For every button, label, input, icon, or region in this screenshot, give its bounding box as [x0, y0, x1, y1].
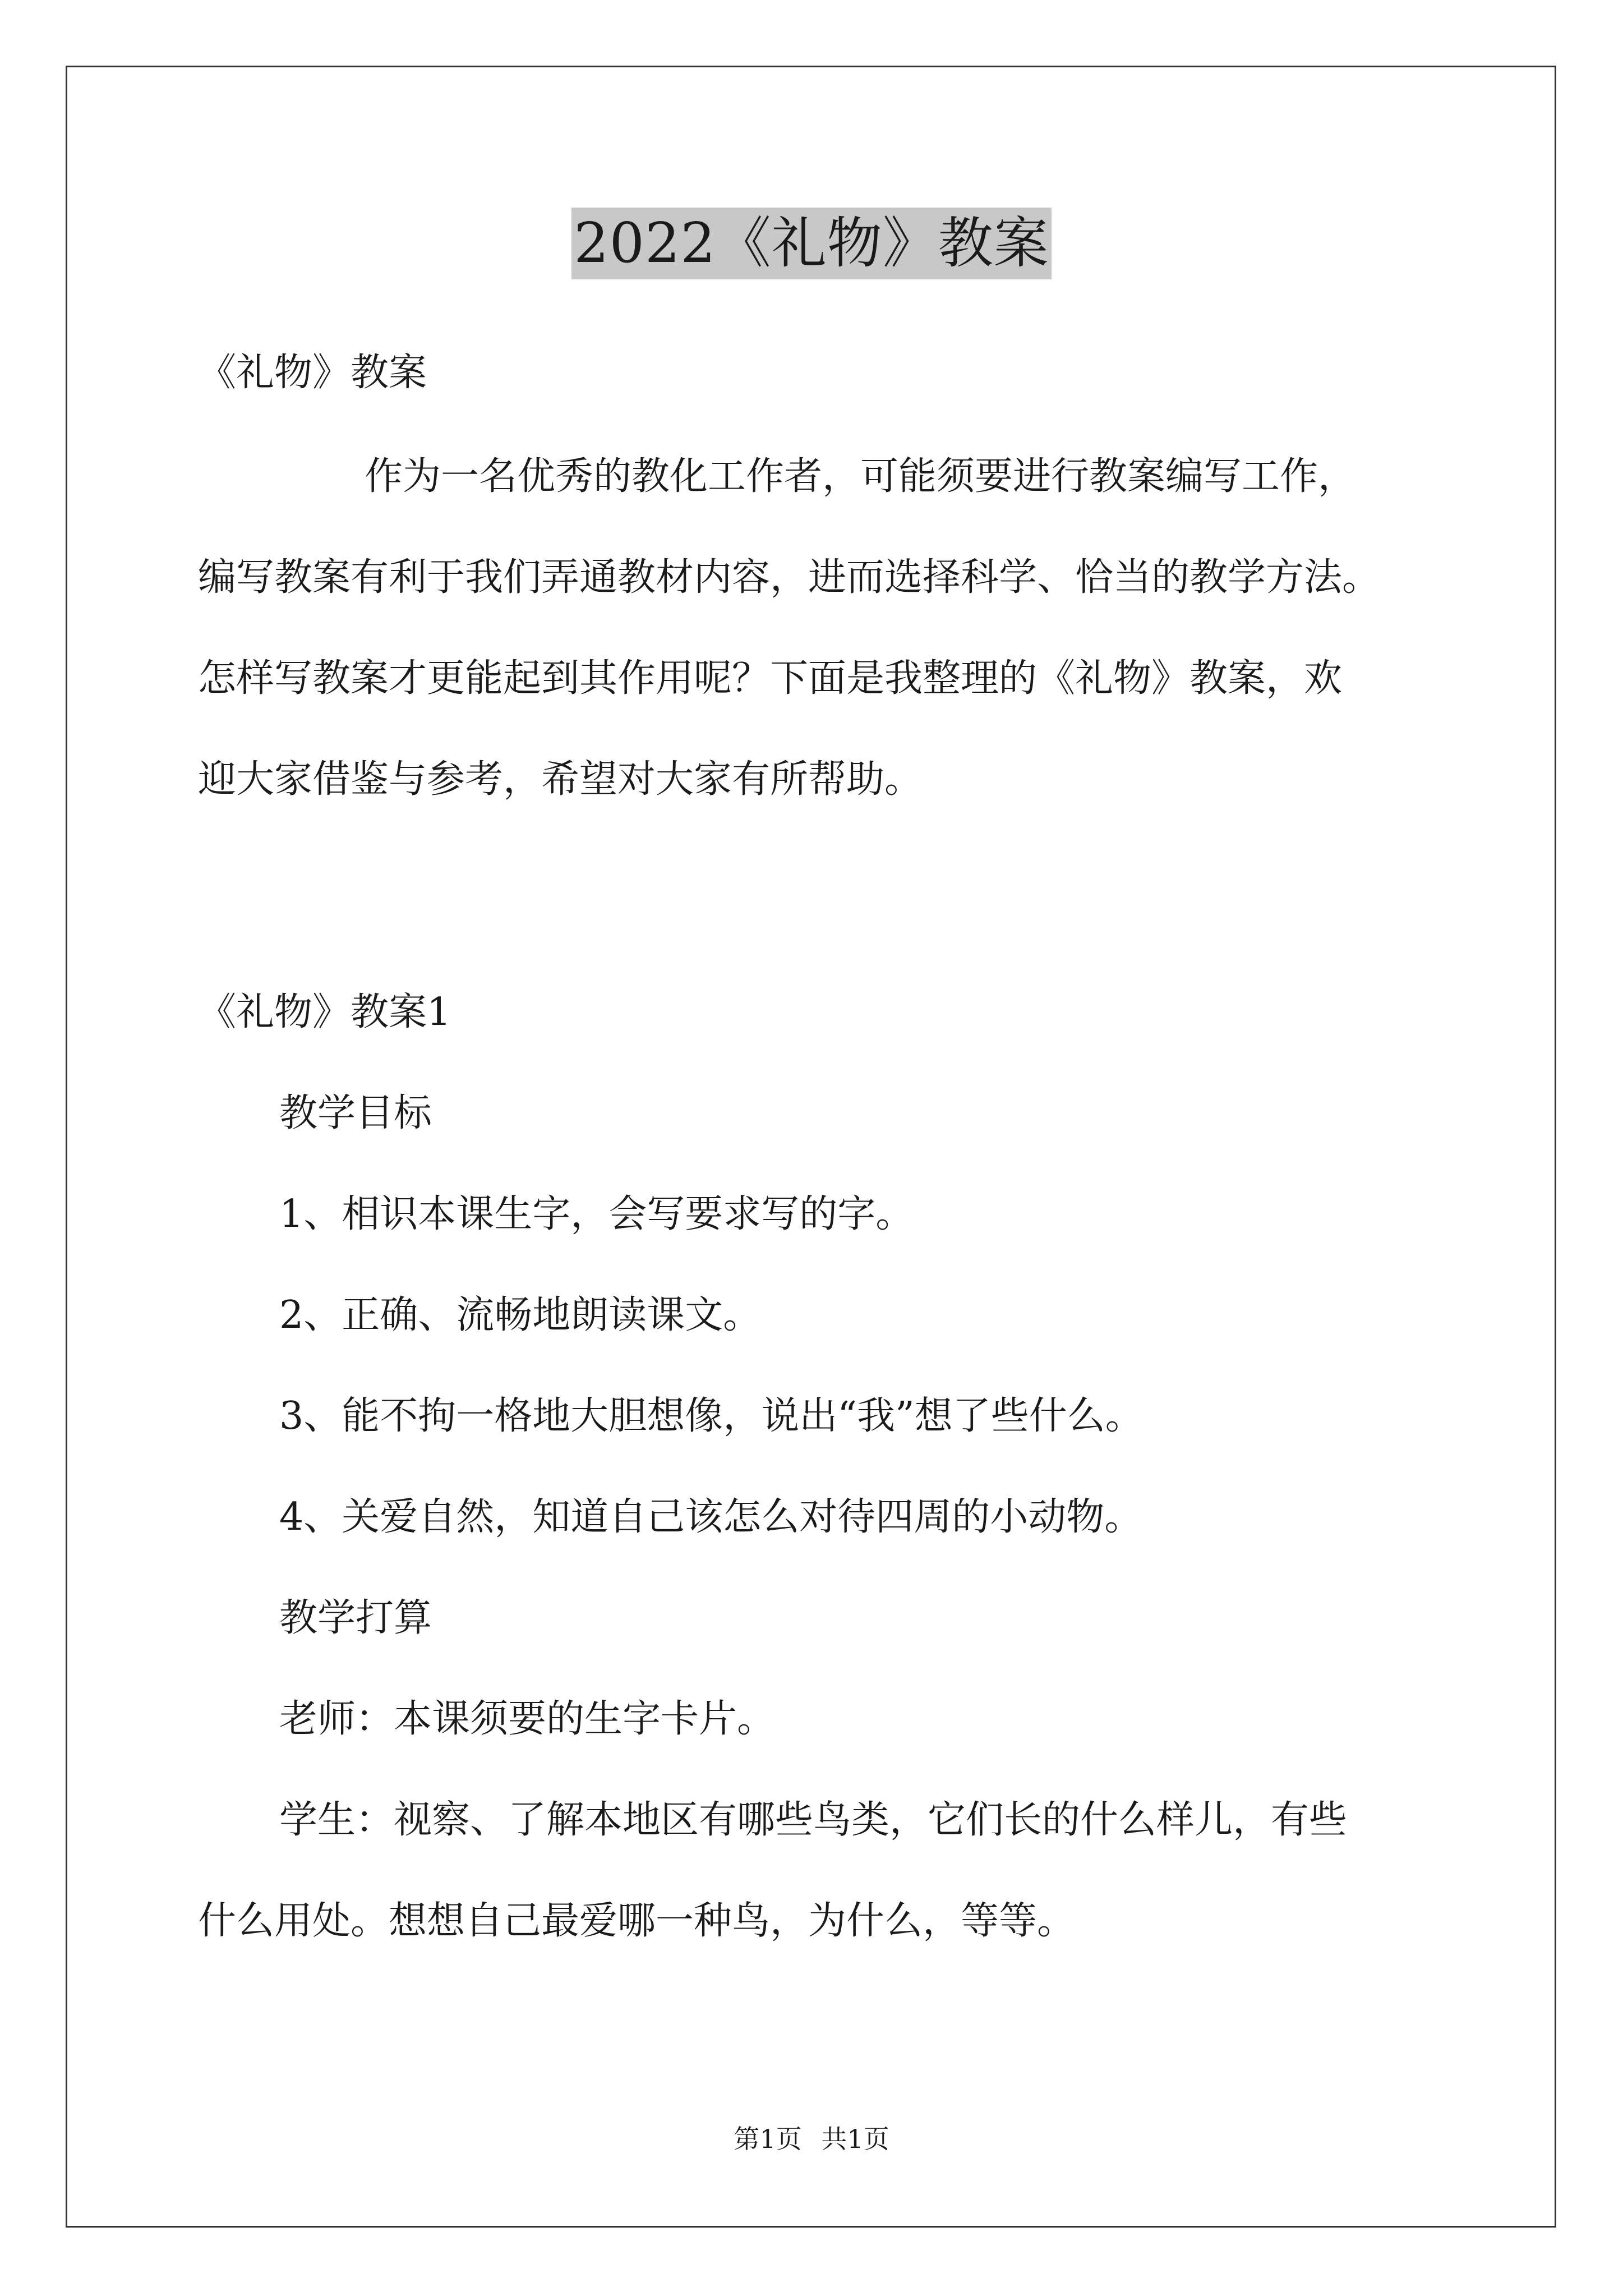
goal-item: 4、关爱自然，知道自己该怎么对待四周的小动物。 [279, 1495, 1143, 1539]
student-prep-line-2: 什么用处。想想自己最爱哪一种鸟，为什么，等等。 [198, 1899, 1076, 1943]
document-title: 2022《礼物》教案 [571, 208, 1051, 279]
goal-item: 1、相识本课生字，会写要求写的字。 [279, 1192, 914, 1236]
title-container [0, 208, 1623, 279]
student-prep-line-1: 学生：视察、了解本地区有哪些鸟类，它们长的什么样儿，有些 [279, 1798, 1348, 1842]
intro-line-3: 怎样写教案才更能起到其作用呢？下面是我整理的《礼物》教案，欢 [198, 656, 1343, 701]
page-total: 共1页 [821, 2124, 889, 2154]
intro-line-1: 作为一名优秀的教化工作者，可能须要进行教案编写工作， [365, 454, 1357, 499]
subtitle: 《礼物》教案 [198, 351, 427, 395]
page-number: 第1页 [734, 2124, 802, 2154]
section-heading: 《礼物》教案1 [198, 990, 451, 1034]
prep-heading: 教学打算 [279, 1596, 432, 1640]
teacher-prep: 老师：本课须要的生字卡片。 [279, 1697, 776, 1741]
goal-item: 2、正确、流畅地朗读课文。 [279, 1293, 762, 1337]
goals-heading: 教学目标 [279, 1091, 432, 1135]
goal-item: 3、能不拘一格地大胆想像，说出“我”想了些什么。 [279, 1394, 1144, 1438]
intro-line-2: 编写教案有利于我们弄通教材内容，进而选择科学、恰当的教学方法。 [198, 555, 1381, 600]
intro-line-4: 迎大家借鉴与参考，希望对大家有所帮助。 [198, 757, 923, 802]
page-footer [0, 2122, 1623, 2156]
